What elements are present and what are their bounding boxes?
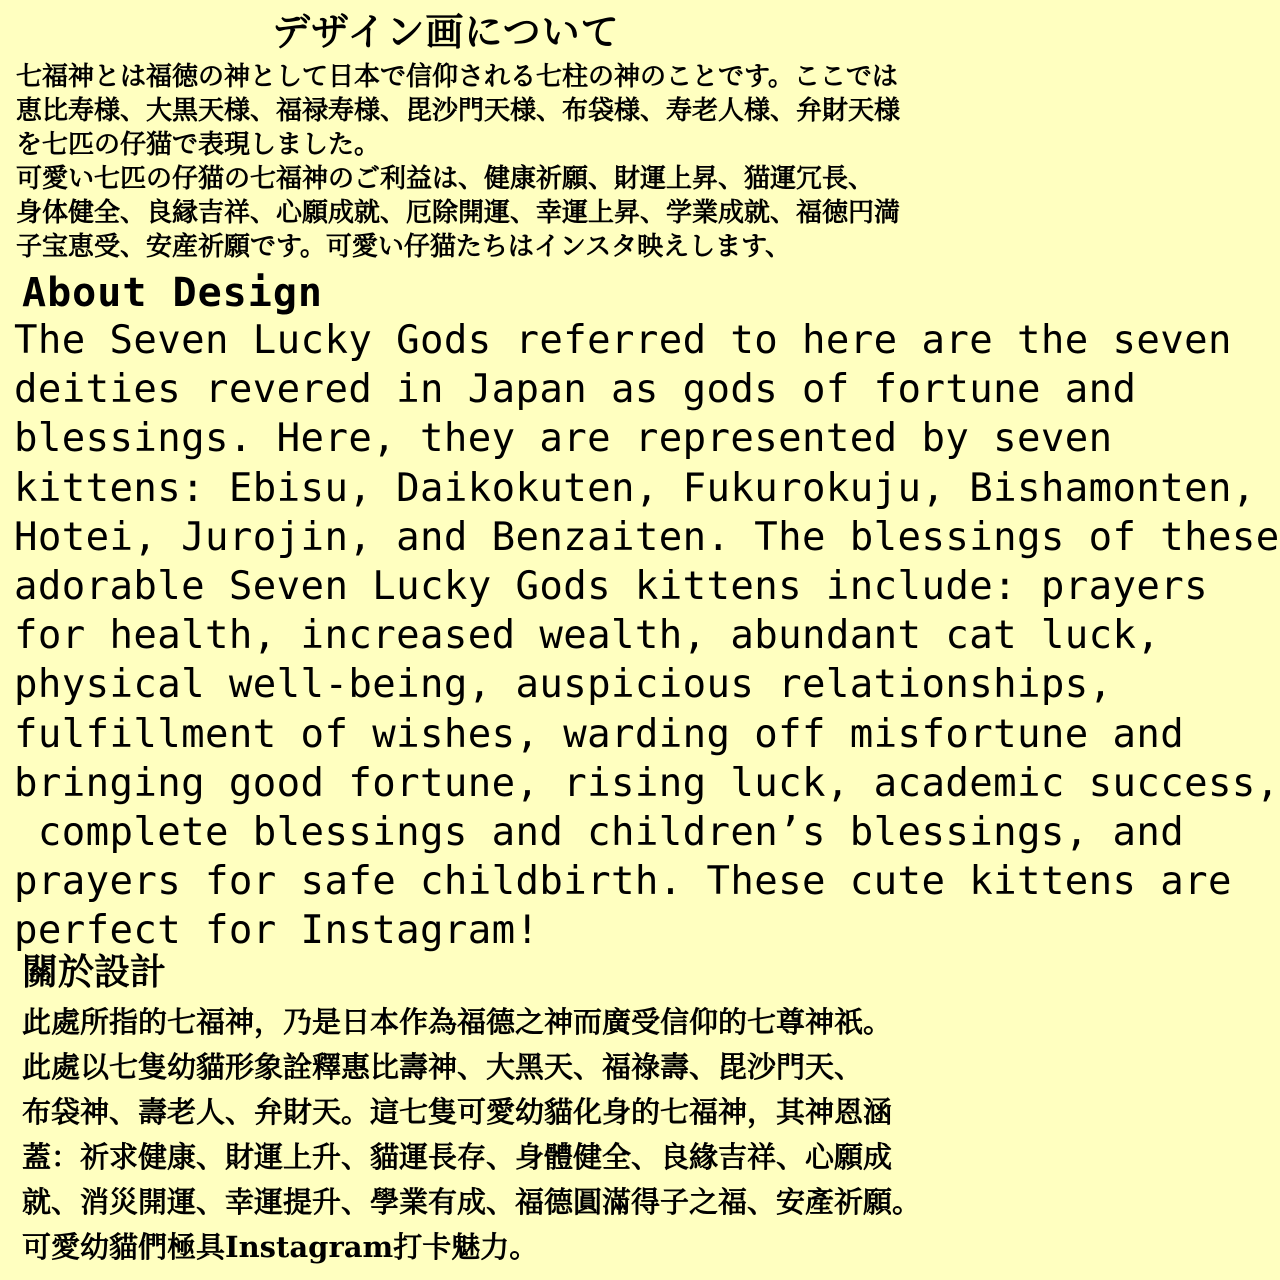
english-line: blessings. Here, they are represented by seven bbox=[14, 416, 1113, 462]
chinese-line: 蓋：祈求健康、財運上升、貓運長存、身體健全、良緣吉祥、心願成 bbox=[22, 1140, 893, 1174]
english-line: Hotei, Jurojin, and Benzaiten. The blessings of these bbox=[14, 514, 1280, 560]
japanese-line: 七福神とは福徳の神として日本で信仰される七柱の神のことです。ここでは bbox=[16, 62, 898, 92]
chinese-section bbox=[22, 946, 1272, 1270]
japanese-line: 可愛い七匹の仔猫の七福神のご利益は、健康祈願、財運上昇、猫運冗長、 bbox=[16, 164, 875, 194]
english-line: physical well-being, auspicious relationships, bbox=[14, 662, 1113, 708]
japanese-line: を七匹の仔猫で表現しました。 bbox=[16, 130, 381, 160]
english-section bbox=[14, 270, 1280, 956]
english-line: The Seven Lucky Gods referred to here are the seven bbox=[14, 318, 1232, 363]
english-body bbox=[14, 316, 1280, 956]
english-line: kittens: Ebisu, Daikokuten, Fukurokuju, Bishamonten, bbox=[14, 465, 1256, 511]
english-line: complete blessings and children’s blessings, and bbox=[14, 810, 1185, 856]
english-title: About Design bbox=[22, 270, 323, 316]
english-line: fulfillment of wishes, warding off misfortune and bbox=[14, 711, 1185, 757]
english-line: prayers for safe childbirth. These cute kittens are bbox=[14, 859, 1232, 905]
english-line: bringing good fortune, rising luck, academic success, bbox=[14, 760, 1280, 806]
english-line: adorable Seven Lucky Gods kittens include: prayers bbox=[14, 564, 1208, 610]
english-line: perfect for Instagram! bbox=[14, 908, 540, 954]
chinese-line: 此處以七隻幼貓形象詮釋惠比壽神、大黑天、福祿壽、毘沙門天、 bbox=[22, 1050, 864, 1084]
english-line: for health, increased wealth, abundant cat luck, bbox=[14, 613, 1161, 659]
japanese-body bbox=[16, 60, 1266, 264]
japanese-title: デザイン画について bbox=[272, 9, 620, 54]
chinese-body bbox=[22, 1000, 1272, 1270]
english-line: deities revered in Japan as gods of fortune and bbox=[14, 367, 1137, 413]
chinese-line: 就、消災開運、幸運提升、學業有成、福德圓滿得子之福、安產祈願。 bbox=[22, 1185, 922, 1219]
chinese-line: 此處所指的七福神，乃是日本作為福德之神而廣受信仰的七尊神祇。 bbox=[22, 1005, 893, 1039]
japanese-line: 身体健全、良縁吉祥、心願成就、厄除開運、幸運上昇、学業成就、福徳円満 bbox=[16, 198, 901, 228]
japanese-section bbox=[16, 8, 1266, 264]
chinese-title: 關於設計 bbox=[22, 951, 167, 993]
chinese-line: 布袋神、壽老人、弁財天。這七隻可愛幼貓化身的七福神，其神恩涵 bbox=[22, 1095, 893, 1129]
japanese-line: 恵比寿様、大黒天様、福禄寿様、毘沙門天様、布袋様、寿老人様、弁財天様 bbox=[16, 96, 901, 126]
japanese-line: 子宝恵受、安産祈願です。可愛い仔猫たちはインスタ映えします、 bbox=[16, 232, 792, 262]
chinese-line: 可愛幼貓們極具Instagram打卡魅力。 bbox=[22, 1230, 539, 1264]
